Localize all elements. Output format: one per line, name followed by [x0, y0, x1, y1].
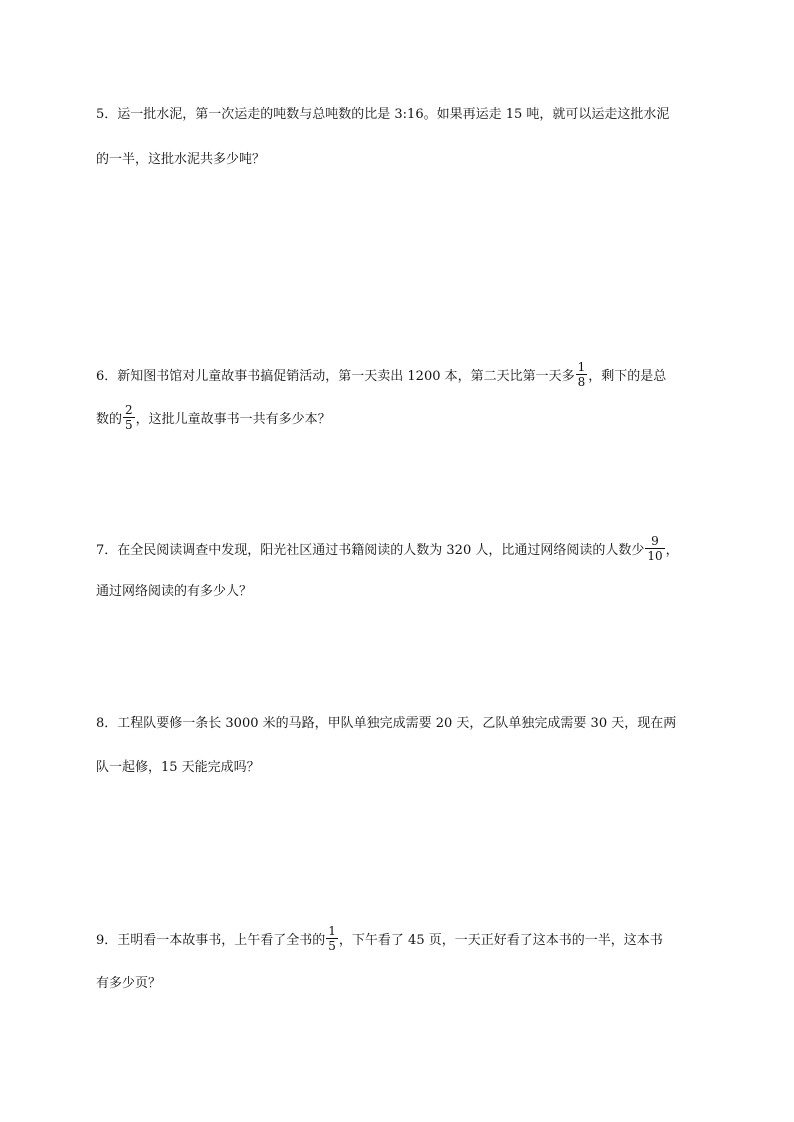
question-6-text-b: ，剩下的是总: [588, 369, 667, 384]
fraction-denominator: 5: [328, 939, 336, 953]
question-8-line-2: 队一起修，15 天能完成吗？: [96, 760, 260, 775]
fraction-denominator: 8: [577, 375, 586, 389]
question-8-line-1: 8．工程队要修一条长 3000 米的马路，甲队单独完成需要 20 天，乙队单独完成需要 30 天，现在两: [96, 716, 677, 731]
question-9-line-2: 有多少页？: [96, 976, 162, 991]
question-9-line-1: [96, 926, 663, 955]
fraction-two-fifths: [123, 403, 135, 432]
question-6-line-1: [96, 362, 666, 391]
question-6-line-2: [96, 405, 331, 434]
question-6-text-a: 6．新知图书馆对儿童故事书搞促销活动，第一天卖出 1200 本，第二天比第一天多: [96, 369, 575, 384]
fraction-numerator: 2: [125, 403, 133, 417]
question-7-line-2: 通过网络阅读的有多少人？: [96, 584, 253, 599]
question-7-line-1: [96, 536, 679, 565]
fraction-numerator: 1: [577, 360, 586, 374]
fraction-one-eighth: [576, 360, 588, 389]
question-7-text-a: 7．在全民阅读调查中发现，阳光社区通过书籍阅读的人数为 320 人，比通过网络阅读的人数少: [96, 543, 645, 558]
fraction-numerator: 9: [645, 534, 664, 549]
question-6-text-d: ，这批儿童故事书一共有多少本？: [135, 412, 331, 427]
question-5-line-1: 5．运一批水泥，第一次运走的吨数与总吨数的比是 3:16。如果再运走 15 吨，就可以运走这批水泥: [96, 107, 670, 122]
question-9-text-b: ，下午看了 45 页，一天正好看了这本书的一半，这本书: [338, 933, 663, 948]
question-7-text-b: ，: [665, 543, 679, 558]
fraction-denominator: 5: [125, 418, 133, 432]
fraction-denominator: 10: [647, 549, 663, 563]
fraction-nine-tenths: [645, 534, 664, 563]
question-9-text-a: 9．王明看一本故事书，上午看了全书的: [96, 933, 326, 948]
question-5-line-2: 的一半，这批水泥共多少吨？: [96, 152, 266, 167]
fraction-numerator: 1: [328, 924, 336, 938]
fraction-one-fifth: [326, 924, 338, 953]
question-6-text-c: 数的: [96, 412, 123, 427]
